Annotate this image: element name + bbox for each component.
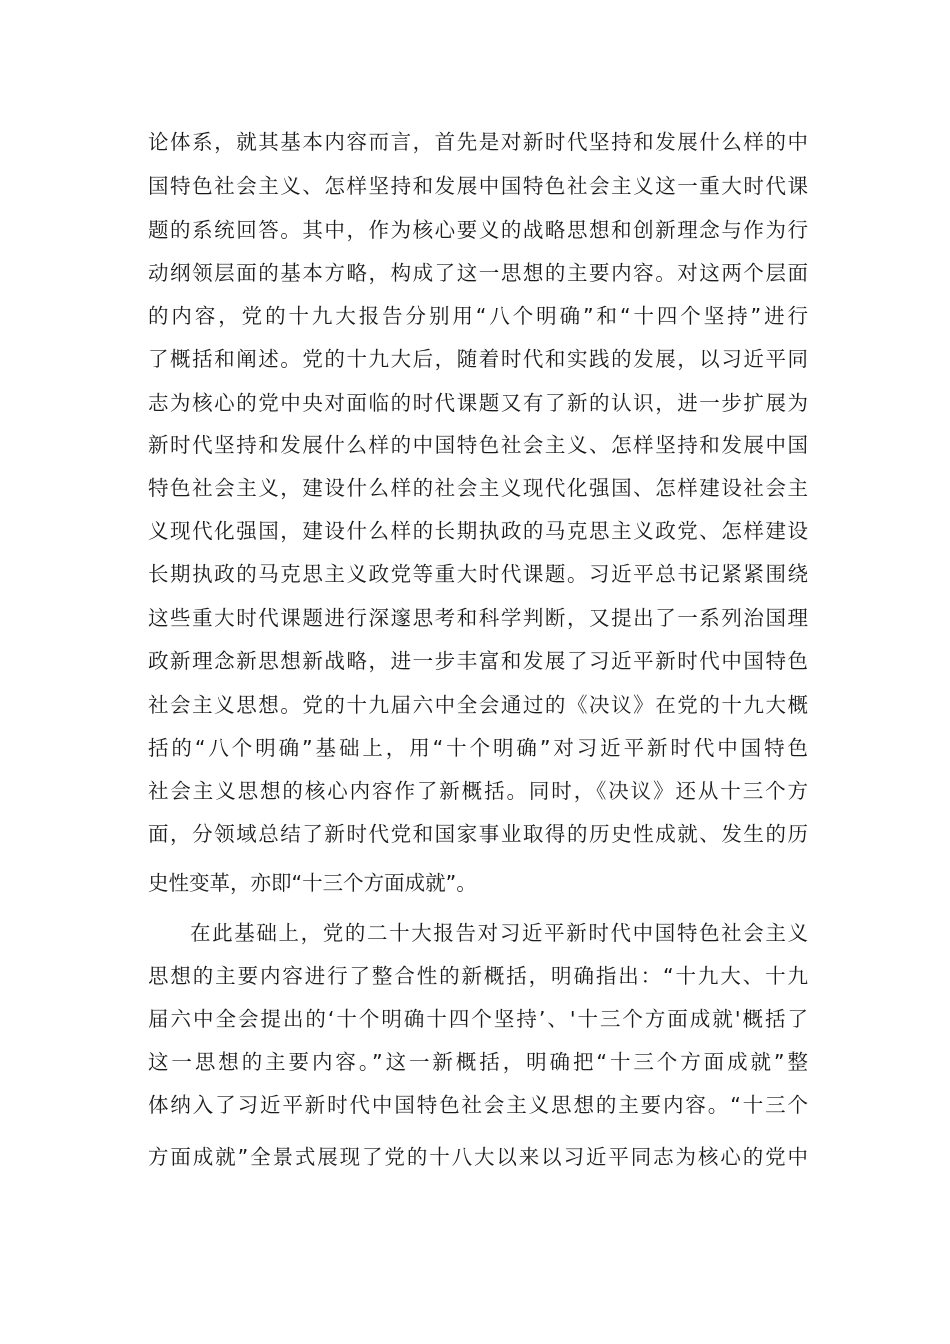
text-line: 论体系，就其基本内容而言，首先是对新时代坚持和发展什么样的中 — [148, 130, 808, 154]
text-line: 这些重大时代课题进行深邃思考和科学判断，又提出了一系列治国理 — [148, 606, 808, 630]
paragraph-first-line: 在此基础上，党的二十大报告对习近平新时代中国特色社会主义 — [190, 921, 808, 945]
text-line: 届六中全会提出的‘十个明确十四个坚持’、'十三个方面成就'概括了 — [148, 1007, 808, 1031]
text-line: 志为核心的党中央对面临的时代课题又有了新的认识，进一步扩展为 — [148, 391, 808, 415]
text-line: 史性变革，亦即“十三个方面成就”。 — [148, 871, 477, 895]
text-line: 特色社会主义，建设什么样的社会主义现代化强国、怎样建设社会主 — [148, 476, 808, 500]
text-line: 动纲领层面的基本方略，构成了这一思想的主要内容。对这两个层面 — [148, 261, 808, 285]
text-line: 体纳入了习近平新时代中国特色社会主义思想的主要内容。“十三个 — [148, 1093, 808, 1117]
text-line: 题的系统回答。其中，作为核心要义的战略思想和创新理念与作为行 — [148, 218, 808, 242]
text-line: 政新理念新思想新战略，进一步丰富和发展了习近平新时代中国特色 — [148, 649, 808, 673]
text-line: 义现代化强国，建设什么样的长期执政的马克思主义政党、怎样建设 — [148, 519, 808, 543]
text-line: 了概括和阐述。党的十九大后，随着时代和实践的发展，以习近平同 — [148, 347, 808, 371]
text-line: 面，分领域总结了新时代党和国家事业取得的历史性成就、发生的历 — [148, 822, 808, 846]
text-line: 这一思想的主要内容。”这一新概括，明确把“十三个方面成就”整 — [148, 1050, 808, 1074]
text-line: 方面成就”全景式展现了党的十八大以来以习近平同志为核心的党中 — [148, 1145, 808, 1169]
text-line: 社会主义思想的核心内容作了新概括。同时，《决议》还从十三个方 — [148, 779, 808, 803]
text-line: 括的“八个明确”基础上，用“十个明确”对习近平新时代中国特色 — [148, 736, 808, 760]
text-line: 思想的主要内容进行了整合性的新概括，明确指出：“十九大、十九 — [148, 964, 808, 988]
text-line: 的内容，党的十九大报告分别用“八个明确”和“十四个坚持”进行 — [148, 304, 808, 328]
text-line: 新时代坚持和发展什么样的中国特色社会主义、怎样坚持和发展中国 — [148, 433, 808, 457]
text-line: 长期执政的马克思主义政党等重大时代课题。习近平总书记紧紧围绕 — [148, 562, 808, 586]
text-line: 社会主义思想。党的十九届六中全会通过的《决议》在党的十九大概 — [148, 693, 808, 717]
text-line: 国特色社会主义、怎样坚持和发展中国特色社会主义这一重大时代课 — [148, 174, 808, 198]
